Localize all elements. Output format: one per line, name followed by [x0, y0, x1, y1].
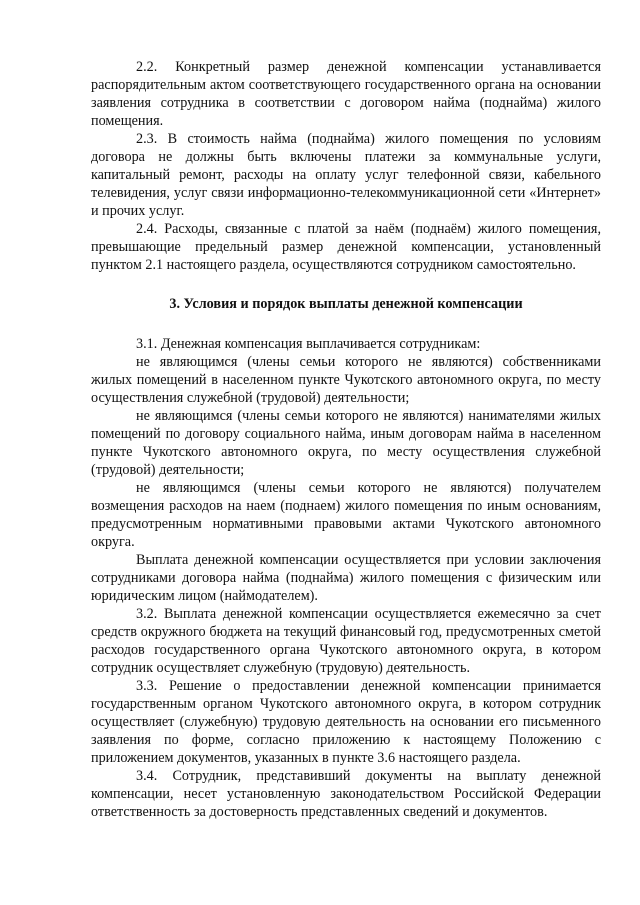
paragraph-3-1-item-tenants: не являющимся (члены семьи которого не являются) нанимателями жилых помещений по договору социального найма, иным договорам найма в населенном пункте Чукотского автономного округа, по месту осуществления служебной (трудовой) деятельности; — [91, 408, 601, 478]
paragraph-3-1-item-owners: не являющимся (члены семьи которого не являются) собственниками жилых помещений в населенном пункте Чукотского автономного округа, по месту осуществления служебной (трудовой) деятельности; — [91, 354, 601, 406]
paragraph-3-3: 3.3. Решение о предоставлении денежной компенсации принимается государственным органом Чукотского автономного округа, в котором сотрудник осуществляет (служебную) трудовую деятельность на основании его письменного заявления по форме, согласно приложению к настоящему Положению с приложением документов, указанных в пункте 3.6 настоящего раздела. — [91, 678, 601, 766]
document-page — [91, 58, 601, 821]
paragraph-2-2: 2.2. Конкретный размер денежной компенсации устанавливается распорядительным актом соответствующего государственного органа на основании заявления сотрудника в соответствии с договором найма (поднайма) жилого помещения. — [91, 59, 601, 129]
paragraph-3-1: 3.1. Денежная компенсация выплачивается сотрудникам: — [136, 336, 481, 352]
paragraph-3-1-item-recipients: не являющимся (члены семьи которого не являются) получателем возмещения расходов на наем (поднаем) жилого помещения по иным основаниям, предусмотренным нормативными правовыми актами Чукотского автономного округа. — [91, 480, 601, 550]
paragraph-2-3: 2.3. В стоимость найма (поднайма) жилого помещения по условиям договора не должны быть включены платежи за коммунальные услуги, капитальный ремонт, расходы на оплату услуг телефонной связи, кабельного телевидения, услуг связи информационно-телекоммуникационной сети «Интернет» и прочих услуг. — [91, 131, 601, 219]
section-heading: 3. Условия и порядок выплаты денежной компенсации — [169, 296, 523, 312]
paragraph-3-1-condition: Выплата денежной компенсации осуществляется при условии заключения сотрудниками договора найма (поднайма) жилого помещения с физическим или юридическим лицом (наймодателем). — [91, 552, 601, 604]
paragraph-2-4: 2.4. Расходы, связанные с платой за наём (поднаём) жилого помещения, превышающие предельный размер денежной компенсации, установленный пунктом 2.1 настоящего раздела, осуществляются сотрудником самостоятельно. — [91, 221, 601, 273]
paragraph-3-2: 3.2. Выплата денежной компенсации осуществляется ежемесячно за счет средств окружного бюджета на текущий финансовый год, предусмотренных сметой расходов государственного органа Чукотского автономного округа, в котором сотрудник осуществляет служебную (трудовую) деятельность. — [91, 606, 601, 676]
paragraph-3-4: 3.4. Сотрудник, представивший документы на выплату денежной компенсации, несет установленную законодательством Российской Федерации ответственность за достоверность представленных сведений и документов. — [91, 768, 601, 820]
